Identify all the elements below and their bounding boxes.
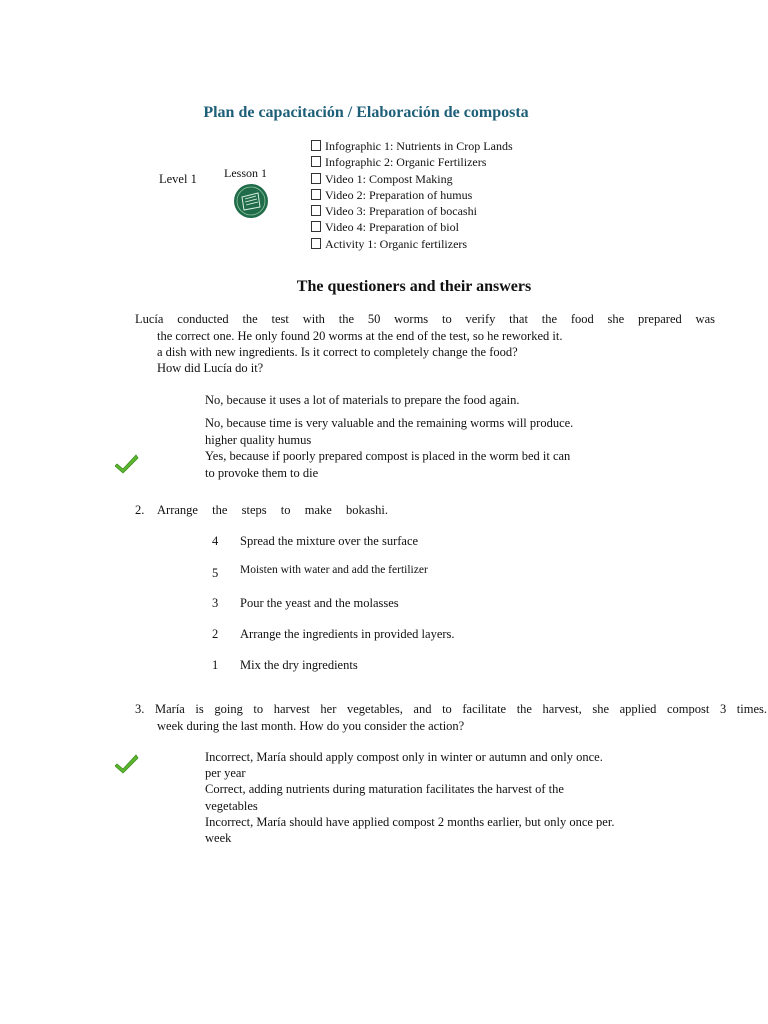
checkbox-icon [311,238,321,249]
answer-option[interactable]: No, because it uses a lot of materials to prepare the food again. [205,393,520,407]
topic-item[interactable]: Video 2: Preparation of humus [311,187,513,203]
lesson-label: Lesson 1 [224,166,267,180]
question-3-line: week during the last month. How do you consider the action? [157,719,465,733]
topic-item[interactable]: Activity 1: Organic fertilizers [311,236,513,252]
step-number[interactable]: 5 [212,566,219,580]
checkbox-icon [311,205,321,216]
step-number[interactable]: 1 [212,658,219,672]
answer-option-correct[interactable]: Yes, because if poorly prepared compost is placed in the worm bed it can [205,449,571,463]
answer-option[interactable]: vegetables [205,799,258,813]
question-2-number: 2. [135,503,145,517]
level-label: Level 1 [159,172,197,186]
checkbox-icon [311,173,321,184]
answer-option[interactable]: week [205,831,232,845]
step-text: Spread the mixture over the surface [240,534,419,548]
answer-option[interactable]: Incorrect, María should have applied compost 2 months earlier, but only once per. [205,815,615,829]
question-3-line: María is going to harvest her vegetables, and to facilitate the harvest, she applied compost 3 times. [155,702,767,716]
question-1-line: the correct one. He only found 20 worms at the end of the test, so he reworked it. [157,329,563,343]
checkbox-icon [311,140,321,151]
step-number[interactable]: 3 [212,596,219,610]
step-text: Moisten with water and add the fertilizer [240,564,428,576]
step-text: Mix the dry ingredients [240,658,358,672]
step-text: Arrange the ingredients in provided layers. [240,627,455,641]
answer-option-correct[interactable]: Incorrect, María should apply compost only in winter or autumn and only once. [205,750,603,764]
step-text: Pour the yeast and the molasses [240,596,399,610]
answer-option-correct[interactable]: to provoke them to die [205,466,319,480]
answer-option[interactable]: No, because time is very valuable and the remaining worms will produce. [205,416,574,430]
topic-list [311,138,513,252]
question-1-line: Lucía conducted the test with the 50 worms to verify that the food she prepared was [135,312,715,326]
topic-item[interactable]: Infographic 1: Nutrients in Crop Lands [311,138,513,154]
checkbox-icon [311,156,321,167]
lesson-badge-icon [233,183,269,219]
question-2-text: Arrange the steps to make bokashi. [157,503,388,517]
section-heading: The questioners and their answers [296,278,532,295]
answer-option[interactable]: higher quality humus [205,433,312,447]
topic-item[interactable]: Video 3: Preparation of bocashi [311,203,513,219]
question-3-number: 3. [135,702,145,716]
topic-item[interactable]: Video 4: Preparation of biol [311,219,513,235]
question-1-line: How did Lucía do it? [157,361,264,375]
answer-option-correct[interactable]: per year [205,766,246,780]
topic-item[interactable]: Infographic 2: Organic Fertilizers [311,154,513,170]
page-title: Plan de capacitación / Elaboración de composta [203,104,529,121]
topic-item[interactable]: Video 1: Compost Making [311,171,513,187]
question-1-line: a dish with new ingredients. Is it correct to completely change the food? [157,345,518,359]
answer-option[interactable]: Correct, adding nutrients during maturation facilitates the harvest of the [205,782,564,796]
checkbox-icon [311,221,321,232]
check-mark-icon [115,752,139,774]
checkbox-icon [311,189,321,200]
check-mark-icon [115,452,139,474]
step-number[interactable]: 4 [212,534,219,548]
step-number[interactable]: 2 [212,627,219,641]
